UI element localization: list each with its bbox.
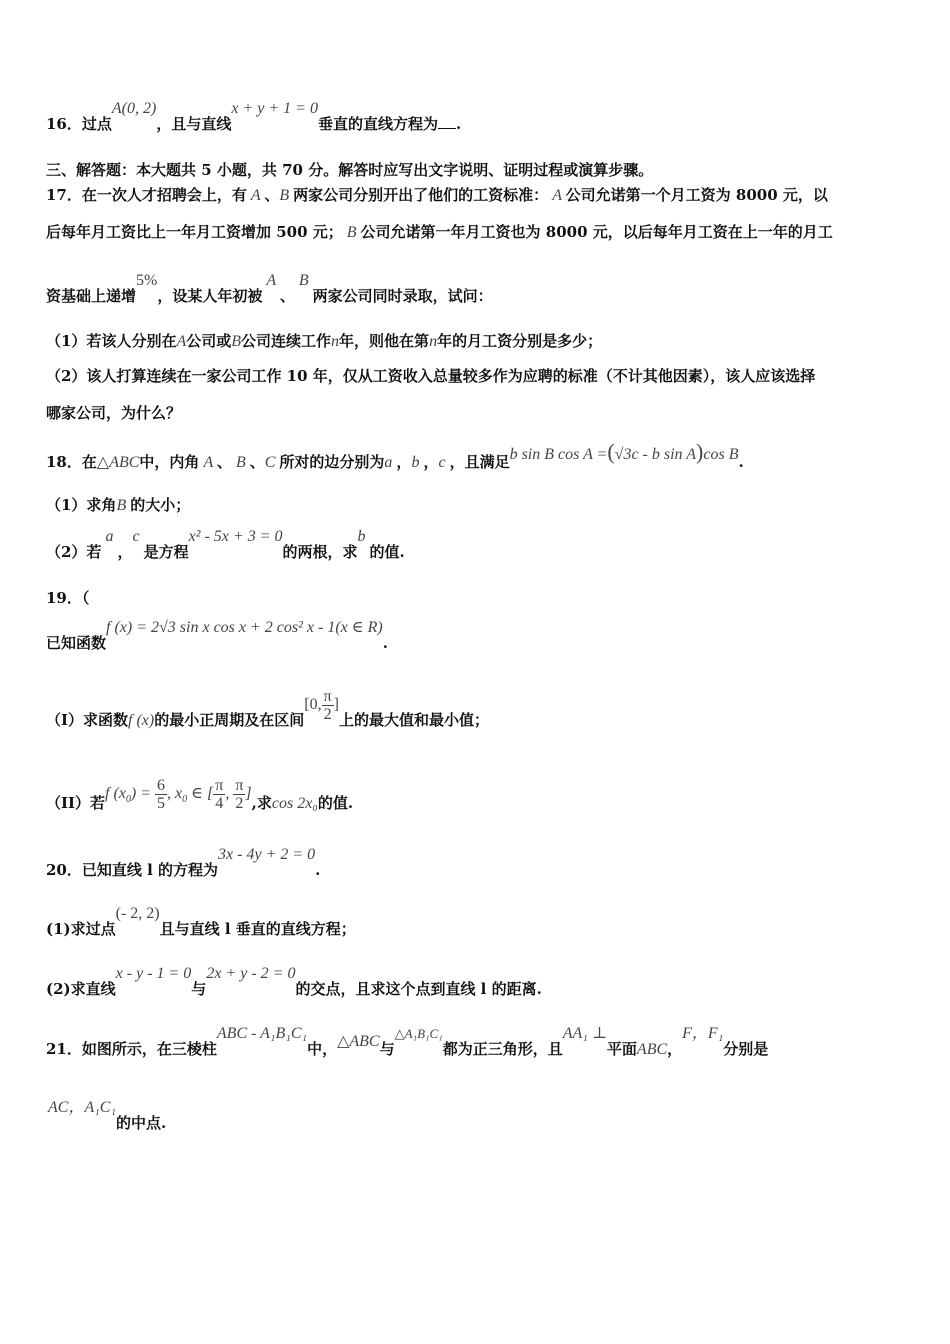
q17-text: 公司允诺第一个月工资为 8000 元，以 bbox=[565, 186, 828, 204]
q17-part2-text: 哪家公司，为什么？ bbox=[46, 404, 182, 422]
question-17-line-2: 后每年月工资比上一年月工资增加 500 元； B 公司允诺第一年月工资也为 8000 元，以后每年月工资在上一年的月工 bbox=[46, 223, 833, 241]
q20-line-equation: 3x - 4y + 2 = 0 bbox=[218, 846, 316, 863]
q21-perpendicular: AA₁ ⊥ bbox=[562, 1025, 607, 1042]
q18-equation: b sin B cos A =(√3c - b sin A)cos B bbox=[509, 439, 739, 464]
q19-part1-text: （I）求函数 bbox=[46, 711, 129, 730]
q19-function-formula: f (x) = 2√3 sin x cos x + 2 cos² x - 1(x ∈ R) bbox=[106, 619, 383, 636]
q19-part1-text: 上的最大值和最小值； bbox=[338, 711, 489, 730]
question-21: 21．如图所示，在三棱柱ABC - A₁B₁C₁中，△ABC与△A₁B₁C₁都为正三角形，且AA₁ ⊥平面ABC，F，F₁分别是 bbox=[46, 1025, 769, 1058]
q17-text: 后每年月工资比上一年月工资增加 500 元； bbox=[46, 223, 343, 241]
question-17-part-2 bbox=[46, 365, 910, 387]
answer-blank bbox=[438, 114, 456, 129]
q19-fx: f (x) bbox=[128, 712, 155, 730]
q21-text: 平面 bbox=[606, 1040, 637, 1058]
q20-part2-text: 的交点，且求这个点到直线 l 的距离. bbox=[295, 980, 542, 998]
q20-line-1: x - y - 1 = 0 bbox=[115, 965, 192, 982]
q18-text: 所对的边分别为 bbox=[279, 453, 385, 471]
q20-number: 20． bbox=[46, 861, 82, 879]
q17-text: 资基础上递增 bbox=[46, 287, 137, 305]
q16-text-3: 垂直的直线方程为 bbox=[317, 115, 438, 133]
q17-part1-text: 年的月工资分别是多少； bbox=[437, 332, 603, 350]
q20-part2-text: (2)求直线 bbox=[46, 980, 116, 998]
q16-text-2: ，且与直线 bbox=[156, 115, 232, 133]
q21-prism: ABC - A₁B₁C₁ bbox=[216, 1025, 308, 1042]
q17-part1-text: 年，则他在第 bbox=[339, 332, 430, 350]
q18-text: ，且满足 bbox=[449, 453, 510, 471]
question-18: 18．在△ABC中，内角 A 、 B 、C 所对的边分别为a ，b ，c ，且满足b sin B cos A =(√3c - b sin A)cos B. bbox=[46, 439, 744, 471]
q20-part1-text: (1)求过点 bbox=[46, 920, 116, 938]
q18-number: 18． bbox=[46, 453, 82, 471]
q17-part1-text: 公司连续工作 bbox=[241, 332, 332, 350]
q21-triangle-abc: △ABC bbox=[337, 1033, 380, 1050]
q16-text-4: . bbox=[455, 115, 462, 133]
question-19-function: 已知函数f (x) = 2√3 sin x cos x + 2 cos² x - 1(x ∈ R). bbox=[46, 619, 388, 652]
q17-text: 两家公司分别开出了他们的工资标准： bbox=[293, 186, 549, 204]
q20-line-2: 2x + y - 2 = 0 bbox=[206, 965, 296, 982]
q21-plane: ABC bbox=[636, 1041, 668, 1058]
q17-percent: 5% bbox=[136, 272, 158, 289]
q18-part2-text: 是方程 bbox=[143, 543, 189, 561]
q21-text: 与 bbox=[379, 1040, 395, 1058]
q21-text: 分别是 bbox=[723, 1040, 769, 1058]
q18-part2-text: 的值. bbox=[369, 543, 405, 561]
question-18-part-2: （2）若 a ，c 是方程x² - 5x + 3 = 0的两根，求b 的值. bbox=[46, 528, 405, 561]
section-3-heading: 三、解答题：本大题共 5 小题，共 70 分。解答时应写出文字说明、证明过程或演算步骤。 bbox=[46, 161, 654, 179]
q17-text: 两家公司同时录取，试问： bbox=[312, 287, 493, 305]
q19-number: 19．（ bbox=[46, 589, 90, 607]
q16-line-equation: x + y + 1 = 0 bbox=[231, 100, 318, 117]
question-18-part-1: （1）求角B 的大小； bbox=[46, 496, 191, 514]
question-16 bbox=[46, 100, 910, 136]
q21-midpoint-segments: AC，A₁C₁ bbox=[48, 1099, 117, 1116]
q20-point: (- 2, 2) bbox=[115, 905, 160, 922]
q17-part2-text: （2）该人打算连续在一家公司工作 10 年，仅从工资收入总量较多作为应聘的标准（不计其他因素），该人应该选择 bbox=[46, 367, 816, 385]
q18-text: 中，内角 bbox=[139, 453, 200, 471]
question-17-part-2-cont bbox=[46, 402, 910, 424]
q16-text-1: 过点 bbox=[81, 115, 112, 133]
question-20-part-2 bbox=[46, 965, 910, 1001]
q19-text: 已知函数 bbox=[46, 634, 107, 652]
q18-part1-text: 的大小； bbox=[130, 496, 191, 514]
q17-part1-text: （1）若该人分别在 bbox=[46, 332, 177, 350]
q19-part2-text: ,求 bbox=[251, 794, 272, 813]
q19-part2-text: （II）若 bbox=[46, 794, 106, 813]
question-20-part-1 bbox=[46, 905, 910, 941]
q20-part1-text: 且与直线 l 垂直的直线方程； bbox=[159, 920, 356, 938]
q19-part2-text: 的值. bbox=[317, 794, 354, 813]
q21-points-f: F，F₁ bbox=[682, 1025, 724, 1042]
q21-number: 21． bbox=[46, 1040, 82, 1058]
q18-part2-text: 的两根，求 bbox=[282, 543, 358, 561]
q21-text: 如图所示，在三棱柱 bbox=[81, 1040, 217, 1058]
question-19-part-2 bbox=[46, 777, 910, 822]
q17-text: 公司允诺第一年月工资也为 8000 元，以后每年月工资在上一年的月工 bbox=[360, 223, 833, 241]
q21-text: 都为正三角形，且 bbox=[442, 1040, 563, 1058]
q17-text: 在一次人才招聘会上，有 bbox=[81, 186, 247, 204]
question-19-part-1 bbox=[46, 688, 910, 739]
q19-condition: f $(x_0)$ = $\frac{6}{5}$ , $x_0$ ∈ [ $\frac{\pi}{4}$ , $\frac{\pi}{2}$ ] bbox=[105, 777, 252, 812]
q18-text: 在 bbox=[81, 453, 97, 471]
q21-text: 的中点. bbox=[116, 1114, 167, 1132]
question-19-number bbox=[46, 587, 910, 609]
question-17-line-1: 17．在一次人才招聘会上，有 A 、B 两家公司分别开出了他们的工资标准： A 公司允诺第一个月工资为 8000 元，以 bbox=[46, 186, 828, 204]
q16-number: 16． bbox=[46, 115, 82, 133]
q19-part1-text: 的最小正周期及在区间 bbox=[154, 711, 305, 730]
q20-text: 已知直线 l 的方程为 bbox=[81, 861, 219, 879]
q20-part2-text: 与 bbox=[191, 980, 207, 998]
q17-part1-text: 公司或 bbox=[186, 332, 232, 350]
q17-text: ，设某人年初被 bbox=[157, 287, 263, 305]
q18-part2-text: （2）若 bbox=[46, 543, 102, 561]
q19-interval: [0, $\frac{\pi}{2}$ ] bbox=[304, 688, 339, 723]
q21-triangle-a1b1c1: △A₁B₁C₁ bbox=[394, 1026, 443, 1041]
q18-quadratic: x² - 5x + 3 = 0 bbox=[188, 528, 283, 545]
q21-text: 中， bbox=[307, 1040, 338, 1058]
q17-number: 17． bbox=[46, 186, 82, 204]
question-17-line-3: 资基础上递增5%，设某人年初被 A 、 B 两家公司同时录取，试问： bbox=[46, 272, 493, 305]
question-20: 20．已知直线 l 的方程为3x - 4y + 2 = 0. bbox=[46, 846, 321, 879]
question-21-line-2 bbox=[46, 1099, 910, 1135]
q19-cos2x0: cos 2x₀ bbox=[271, 795, 318, 813]
q16-point-A: A(0, 2) bbox=[111, 100, 157, 117]
question-17-part-1: （1）若该人分别在A公司或B公司连续工作n年，则他在第n年的月工资分别是多少； bbox=[46, 332, 603, 350]
q18-triangle: △ABC bbox=[96, 454, 140, 471]
q18-part1-text: （1）求角 bbox=[46, 496, 117, 514]
